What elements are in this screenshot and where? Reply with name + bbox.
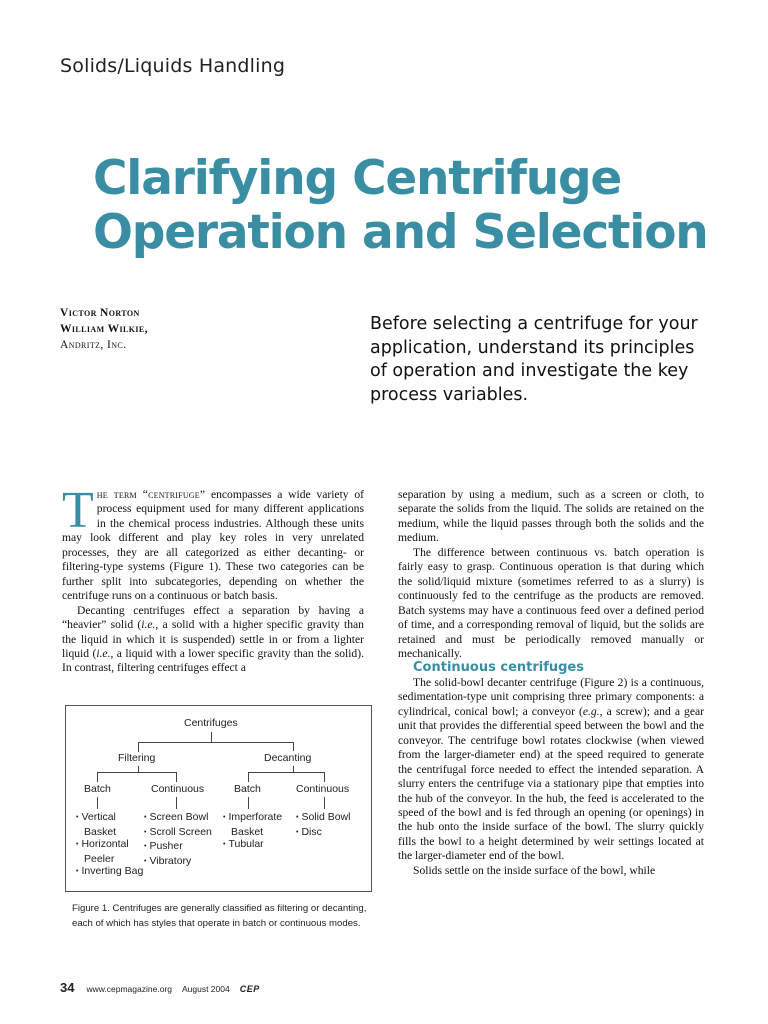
paragraph: separation by using a medium, such as a screen or cloth, to separate the solids from the liquid. The solids are retained on the medium, while the liquid passes through both the solids and the medium.	[398, 488, 704, 545]
connector	[176, 797, 177, 809]
filtering-continuous-list	[144, 811, 224, 869]
connector	[293, 742, 294, 751]
list-item: • Disc	[296, 826, 368, 841]
connector	[97, 772, 98, 782]
node-filtering: Filtering	[118, 752, 156, 764]
author-2: William Wilkie,	[60, 323, 148, 335]
list-item: • Screen Bowl	[144, 811, 224, 826]
connector	[176, 772, 177, 782]
node-filtering-batch: Batch	[84, 783, 111, 795]
connector	[138, 742, 139, 752]
paragraph: The term “centrifuge” encompasses a wide variety of process equipment used for many different applications in the chemical process industries. Although these units may look different and play key roles in very unrelated processes, they are all categorized as either decanting- or filtering-type systems (Figure 1). These two categories can be further split into subcategories, depending on whether the centrifuge runs on a continuous or batch basis.	[62, 482, 364, 603]
paragraph: The difference between continuous vs. batch operation is fairly easy to grasp. Continuous operation is that during which the solid/liquid mixture (sometimes referred to as a slurry) is continuously fed to the centrifuge as the products are removed. Batch systems may have a continuous feed over a defined period of time, and a corresponding removal of liquid, but the solids are retained and must be periodically removed manually or mechanically.	[398, 545, 704, 660]
decanting-continuous-list	[296, 811, 368, 840]
connector	[138, 742, 293, 743]
deck-summary: Before selecting a centrifuge for your application, understand its principles of operation and investigate the key process variables.	[370, 314, 698, 405]
drop-cap: T	[62, 482, 94, 539]
list-item: • Scroll Screen	[144, 826, 224, 841]
title-line-2: Operation and Selection	[93, 205, 708, 260]
body-column-left	[62, 482, 364, 676]
paragraph: The solid-bowl decanter centrifuge (Figure 2) is a continuous, sedimentation-type unit comprising three primary components: a cylindrical, conical bowl; a conveyor (e.g., a screw); and a gear unit that provides the differential speed between the bowl and the conveyor. The centrifuge bowl rotates clockwise (when viewed from the larger-diameter end) at the speed required to generate the centrifugal force needed to effect the intended separation. A slurry enters the centrifuge via a stationary pipe that empties into the hub of the conveyor. In the hub, the feed is accelerated to the speed of the bowl and is fed through an opening (or openings) in the hub onto the inside surface of the bowl. The slurry quickly fills the bowl to a height determined by weir settings located at the larger-diameter end of the bowl.	[398, 675, 704, 863]
page-footer	[60, 980, 260, 995]
node-decanting: Decanting	[264, 752, 312, 764]
affiliation: Andritz, Inc.	[60, 339, 127, 351]
connector	[248, 772, 324, 773]
paragraph: Solids settle on the inside surface of the bowl, while	[413, 863, 656, 877]
node-centrifuges: Centrifuges	[184, 717, 238, 729]
connector	[97, 797, 98, 809]
decanting-batch-list	[223, 811, 295, 853]
subheading: Continuous centrifuges	[413, 660, 584, 676]
figure-caption: Figure 1. Centrifuges are generally classified as filtering or decanting, each of which has styles that operate in batch or continuous modes.	[72, 903, 367, 929]
node-decanting-continuous: Continuous	[296, 783, 350, 795]
filtering-batch-list	[76, 811, 144, 880]
list-item: • Imperforate Basket	[223, 811, 295, 838]
connector	[248, 772, 249, 782]
list-item: • Inverting Bag	[76, 865, 144, 880]
figure-1-tree-diagram	[65, 705, 372, 892]
lead-in: he term “centrifuge”	[96, 488, 206, 501]
node-filtering-continuous: Continuous	[151, 783, 205, 795]
body-column-right	[398, 488, 704, 878]
article-title	[93, 152, 753, 260]
title-line-1: Clarifying Centrifuge	[93, 151, 622, 206]
list-item: • Vibratory	[144, 855, 224, 870]
author-1: Victor Norton	[60, 307, 140, 319]
connector	[324, 772, 325, 782]
page-number: 34	[60, 980, 75, 995]
byline	[60, 305, 148, 353]
connector	[211, 732, 212, 742]
node-decanting-batch: Batch	[234, 783, 261, 795]
connector	[324, 797, 325, 809]
connector	[97, 772, 176, 773]
list-item: • Horizontal Peeler	[76, 838, 144, 865]
paragraph: Decanting centrifuges effect a separation by having a “heavier” solid (i.e., a solid with a higher specific gravity than the liquid in which it is suspended) settle in or from a lighter liquid (i.e., a liquid with a lower specific gravity than the solid). In contrast, filtering centrifuges effect a	[62, 603, 364, 675]
list-item: • Pusher	[144, 840, 224, 855]
connector	[248, 797, 249, 809]
list-item: • Solid Bowl	[296, 811, 368, 826]
footer-date: August 2004	[181, 984, 230, 994]
list-item: • Vertical Basket	[76, 811, 144, 838]
magazine-logo: CEP	[239, 984, 260, 994]
section-label: Solids/Liquids Handling	[60, 55, 286, 77]
footer-url: www.cepmagazine.org	[86, 984, 172, 994]
list-item: • Tubular	[223, 838, 295, 853]
